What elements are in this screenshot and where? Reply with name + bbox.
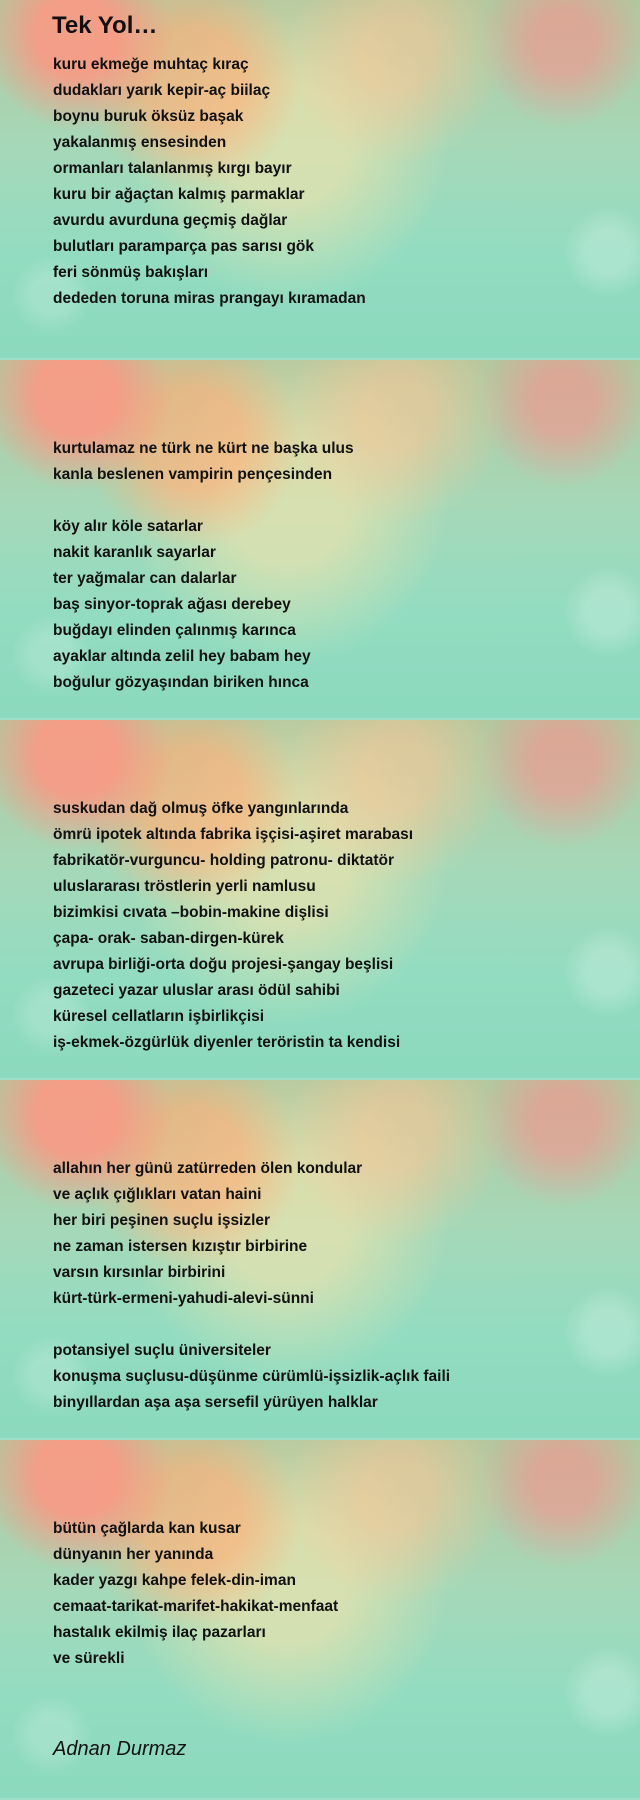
poem-line: gazeteci yazar uluslar arası ödül sahibi [53, 982, 340, 999]
poem-panel-2 [0, 360, 640, 720]
poem-line [53, 1490, 338, 1516]
stanza-block-3 [53, 770, 413, 1056]
poem-line: her biri peşinen suçlu işsizler [53, 1212, 271, 1229]
poem-line: dünyanın her yanında [53, 1546, 214, 1563]
poem-line: bütün çağlarda kan kusar [53, 1520, 241, 1537]
poem-line: kanla beslenen vampirin pençesinden [53, 466, 333, 483]
stanza-block-5 [53, 1490, 338, 1672]
poem-line: kuru bir ağaçtan kalmış parmaklar [53, 186, 305, 203]
poem-line: baş sinyor-toprak ağası derebey [53, 596, 291, 613]
poem-line: ömrü ipotek altında fabrika işçisi-aşiret marabası [53, 826, 414, 843]
poem-line: nakit karanlık sayarlar [53, 544, 216, 561]
poem-panel-3 [0, 720, 640, 1080]
poem-line: varsın kırsınlar birbirini [53, 1264, 226, 1281]
poem-line [53, 1312, 450, 1338]
poem-line: allahın her günü zatürreden ölen kondular [53, 1160, 363, 1177]
poem-line: ter yağmalar can dalarlar [53, 570, 237, 587]
poem-line: boynu buruk öksüz başak [53, 108, 244, 125]
poem-panel-4 [0, 1080, 640, 1440]
poem-line: avrupa birliği-orta doğu projesi-şangay beşlisi [53, 956, 394, 973]
poem-line: köy alır köle satarlar [53, 518, 203, 535]
poem-line [53, 1130, 450, 1156]
poem-line: kader yazgı kahpe felek-din-iman [53, 1572, 296, 1589]
poem-line: buğdayı elinden çalınmış karınca [53, 622, 296, 639]
poem-panel-5 [0, 1440, 640, 1800]
poem-line: dededen toruna miras prangayı kıramadan [53, 290, 366, 307]
poem-line: kuru ekmeğe muhtaç kıraç [53, 56, 249, 73]
poem-line: konuşma suçlusu-düşünme cürümlü-işsizlik-açlık faili [53, 1368, 451, 1385]
poem-line: iş-ekmek-özgürlük diyenler teröristin ta kendisi [53, 1034, 401, 1051]
poem-line: feri sönmüş bakışları [53, 264, 209, 281]
poem-line: fabrikatör-vurguncu- holding patronu- diktatör [53, 852, 394, 869]
poem-line: suskudan dağ olmuş öfke yangınlarında [53, 800, 349, 817]
poem-author: Adnan Durmaz [53, 1738, 187, 1760]
poem-line: cemaat-tarikat-marifet-hakikat-menfaat [53, 1598, 339, 1615]
poem-title: Tek Yol… [52, 12, 158, 39]
poem-line: hastalık ekilmiş ilaç pazarları [53, 1624, 266, 1641]
poem-line: binyıllardan aşa aşa sersefil yürüyen halklar [53, 1394, 378, 1411]
poem-panel-1 [0, 0, 640, 360]
poem-line [53, 410, 354, 436]
poem-line: bizimkisi cıvata –bobin-makine dişlisi [53, 904, 329, 921]
poem-line: küresel cellatların işbirlikçisi [53, 1008, 265, 1025]
stanza-block-4 [53, 1130, 450, 1416]
poem-line: dudakları yarık kepir-aç biilaç [53, 82, 271, 99]
stanza-block-1 [53, 52, 366, 312]
stanza-block-2 [53, 410, 354, 696]
poem-line: ormanları talanlanmış kırgı bayır [53, 160, 292, 177]
poem-line: ne zaman istersen kızıştır birbirine [53, 1238, 308, 1255]
poem-line: avurdu avurduna geçmiş dağlar [53, 212, 288, 229]
poem-line: ve sürekli [53, 1650, 125, 1667]
poem-line: ve açlık çığlıkları vatan haini [53, 1186, 262, 1203]
poem-line [53, 770, 413, 796]
poem-line: çapa- orak- saban-dirgen-kürek [53, 930, 284, 947]
poem-line: bulutları paramparça pas sarısı gök [53, 238, 315, 255]
poem-line: ayaklar altında zelil hey babam hey [53, 648, 311, 665]
poem-line: potansiyel suçlu üniversiteler [53, 1342, 271, 1359]
poem-line: yakalanmış ensesinden [53, 134, 227, 151]
poem-line: boğulur gözyaşından biriken hınca [53, 674, 309, 691]
poem-line: kurtulamaz ne türk ne kürt ne başka ulus [53, 440, 354, 457]
poem-line [53, 488, 354, 514]
poem-line: kürt-türk-ermeni-yahudi-alevi-sünni [53, 1290, 314, 1307]
poem-line: uluslararası tröstlerin yerli namlusu [53, 878, 316, 895]
